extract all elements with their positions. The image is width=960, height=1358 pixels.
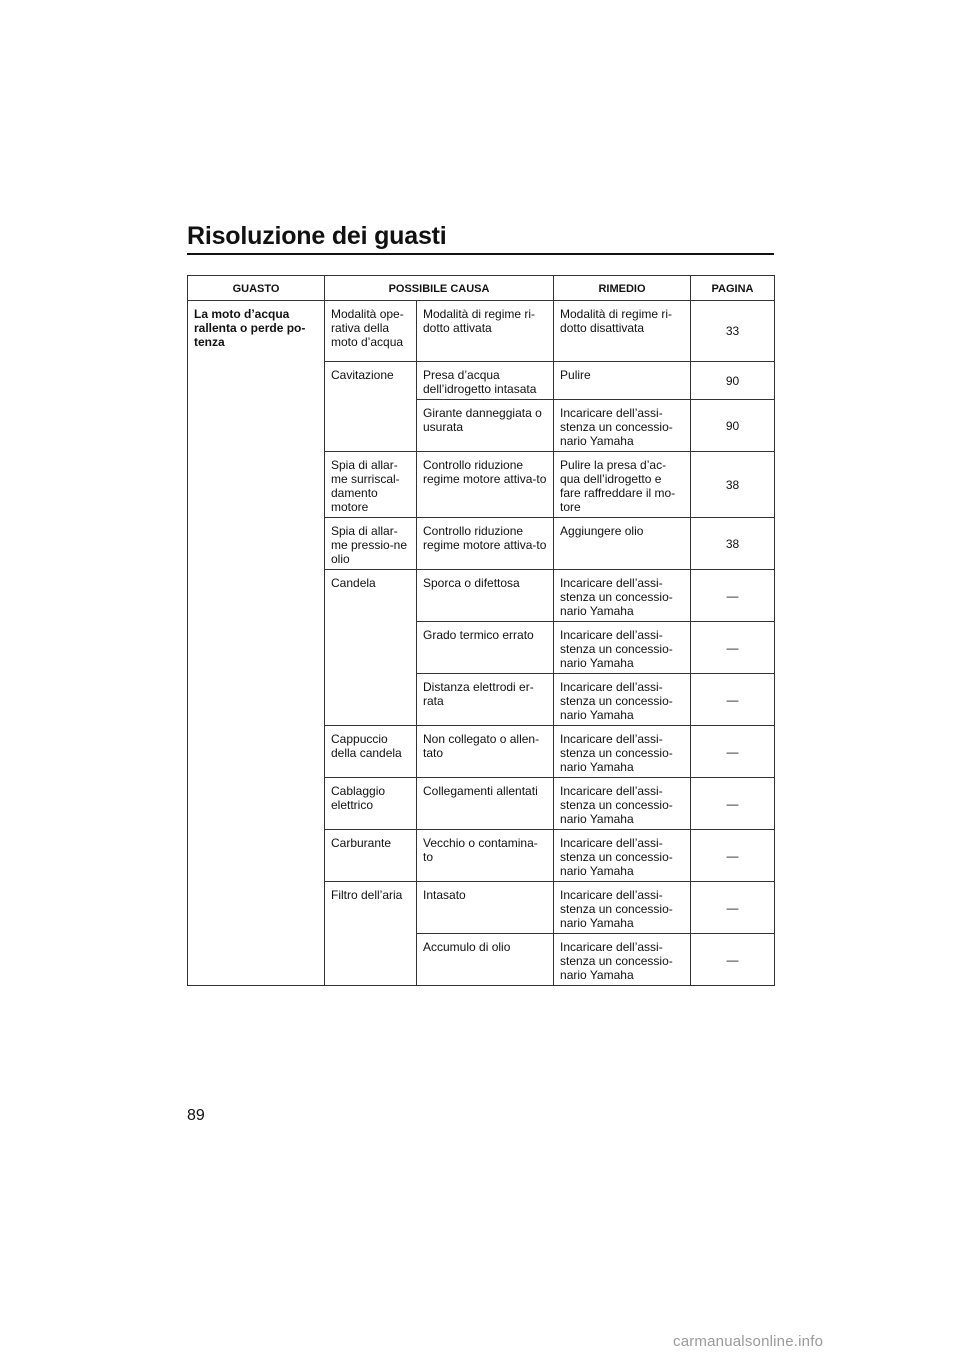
page-cell: — (691, 882, 775, 934)
cause-cell: Carburante (325, 830, 417, 882)
page-cell: — (691, 934, 775, 986)
remedy-cell: Pulire (554, 362, 691, 400)
detail-cell: Girante danneggiata o usurata (417, 400, 554, 452)
cause-cell: Spia di allar-me pressio-ne olio (325, 518, 417, 570)
remedy-cell: Incaricare dell’assi-stenza un concessio-nario Yamaha (554, 674, 691, 726)
page-number: 89 (187, 1107, 205, 1124)
cause-cell: Candela (325, 570, 417, 726)
title-rule (187, 253, 774, 255)
remedy-cell: Incaricare dell’assi-stenza un concessio-nario Yamaha (554, 726, 691, 778)
cause-cell: Spia di allar-me surriscal-damento motore (325, 452, 417, 518)
table-header-row (188, 276, 775, 301)
page-cell: 90 (691, 362, 775, 400)
detail-cell: Controllo riduzione regime motore attiva-to (417, 518, 554, 570)
detail-cell: Presa d’acqua dell’idrogetto intasata (417, 362, 554, 400)
detail-cell: Distanza elettrodi er-rata (417, 674, 554, 726)
detail-cell: Non collegato o allen-tato (417, 726, 554, 778)
detail-cell: Controllo riduzione regime motore attiva-to (417, 452, 554, 518)
remedy-cell: Aggiungere olio (554, 518, 691, 570)
remedy-cell: Incaricare dell’assi-stenza un concessio-nario Yamaha (554, 400, 691, 452)
remedy-cell: Incaricare dell’assi-stenza un concessio-nario Yamaha (554, 830, 691, 882)
page-cell: — (691, 778, 775, 830)
page-cell: — (691, 674, 775, 726)
cause-cell: Modalità ope-rativa della moto d’acqua (325, 301, 417, 362)
table-row (188, 301, 775, 362)
detail-cell: Sporca o difettosa (417, 570, 554, 622)
footer-watermark: carmanualsonline.info (673, 1333, 824, 1350)
remedy-cell: Incaricare dell’assi-stenza un concessio-nario Yamaha (554, 882, 691, 934)
detail-cell: Grado termico errato (417, 622, 554, 674)
remedy-cell: Modalità di regime ri-dotto disattivata (554, 301, 691, 362)
page-cell: — (691, 726, 775, 778)
detail-cell: Modalità di regime ri-dotto attivata (417, 301, 554, 362)
detail-cell: Intasato (417, 882, 554, 934)
detail-cell: Collegamenti allentati (417, 778, 554, 830)
troubleshooting-table (187, 275, 775, 986)
remedy-cell: Incaricare dell’assi-stenza un concessio-nario Yamaha (554, 570, 691, 622)
cause-cell: Cappuccio della candela (325, 726, 417, 778)
header-pagina: PAGINA (691, 276, 775, 301)
remedy-cell: Incaricare dell’assi-stenza un concessio-nario Yamaha (554, 934, 691, 986)
header-possibile-causa: POSSIBILE CAUSA (325, 276, 554, 301)
remedy-cell: Incaricare dell’assi-stenza un concessio-nario Yamaha (554, 622, 691, 674)
page-cell: — (691, 570, 775, 622)
remedy-cell: Pulire la presa d’ac-qua dell’idrogetto e fare raffreddare il mo-tore (554, 452, 691, 518)
page-cell: — (691, 830, 775, 882)
page-cell: 33 (691, 301, 775, 362)
page-cell: 90 (691, 400, 775, 452)
remedy-cell: Incaricare dell’assi-stenza un concessio-nario Yamaha (554, 778, 691, 830)
detail-cell: Accumulo di olio (417, 934, 554, 986)
page-cell: 38 (691, 452, 775, 518)
detail-cell: Vecchio o contamina-to (417, 830, 554, 882)
page-cell: 38 (691, 518, 775, 570)
cause-cell: Cavitazione (325, 362, 417, 452)
header-rimedio: RIMEDIO (554, 276, 691, 301)
table-body (188, 301, 775, 986)
cause-cell: Cablaggio elettrico (325, 778, 417, 830)
page-cell: — (691, 622, 775, 674)
cause-cell: Filtro dell’aria (325, 882, 417, 986)
fault-cell: La moto d’acqua rallenta o perde po-tenza (188, 301, 325, 986)
page-title: Risoluzione dei guasti (187, 222, 447, 250)
header-guasto: GUASTO (188, 276, 325, 301)
